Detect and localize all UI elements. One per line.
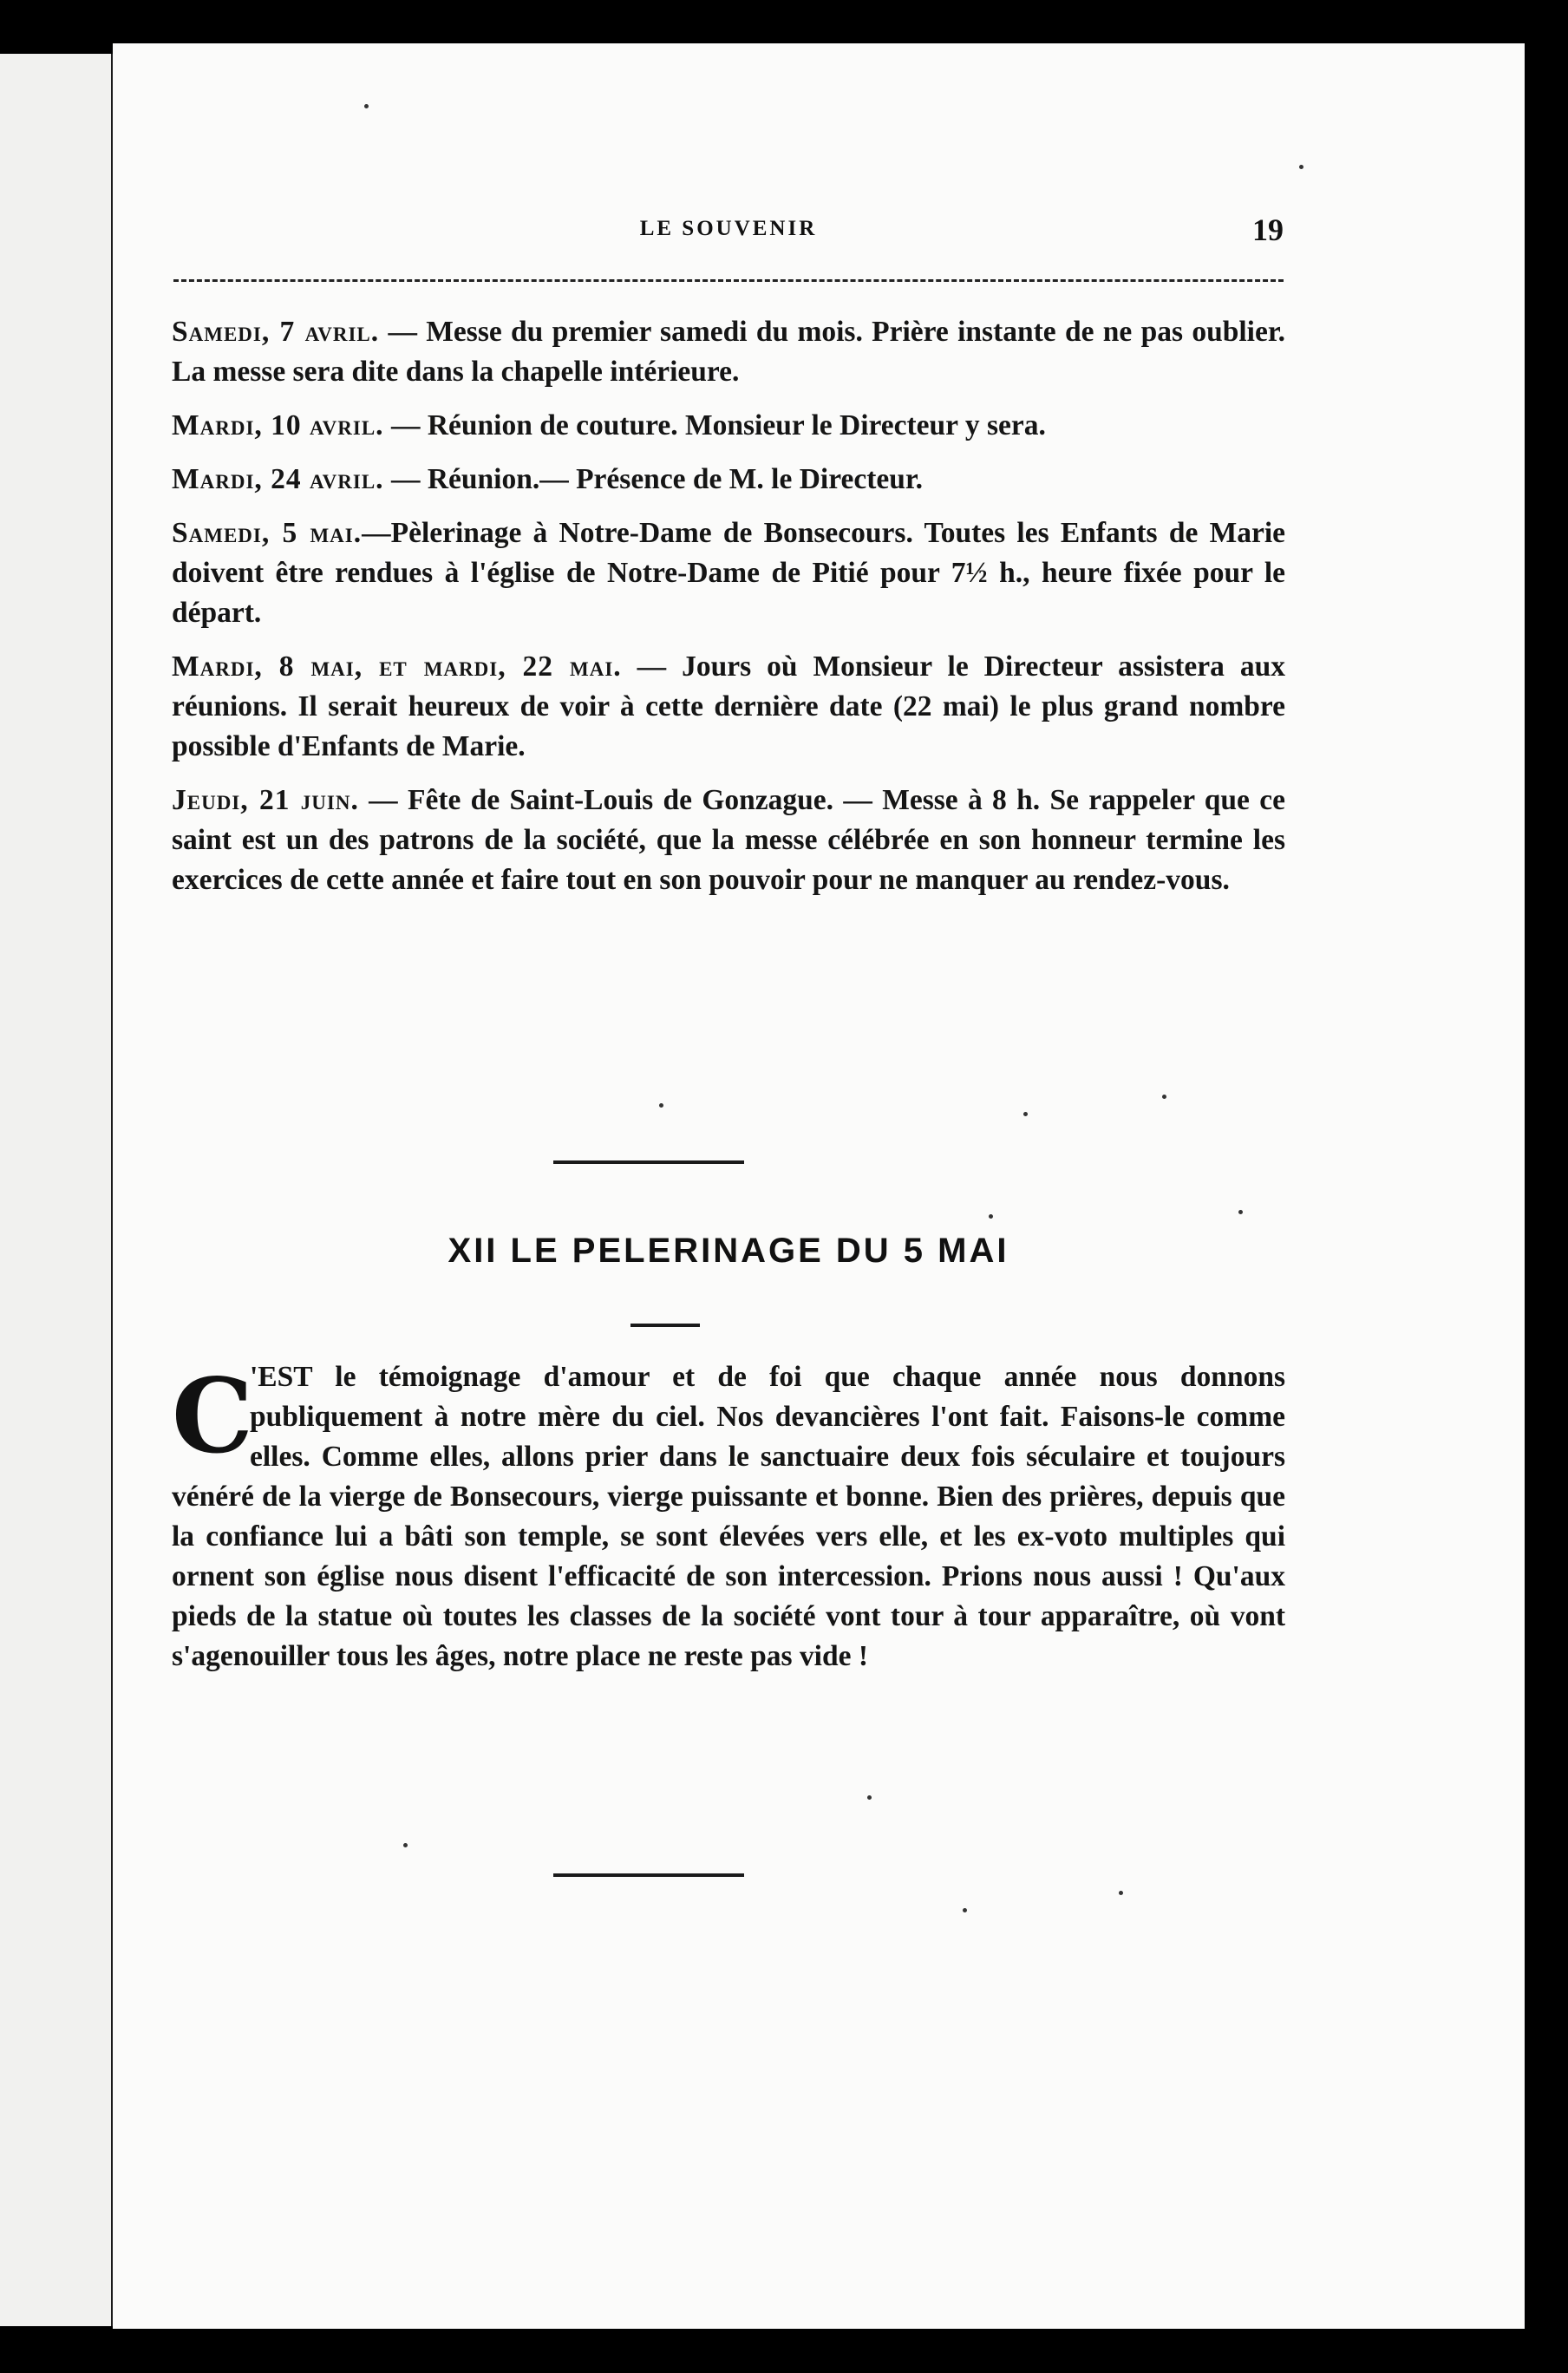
scan-speck — [1023, 1112, 1028, 1116]
scan-speck — [1162, 1095, 1166, 1099]
announcement-text: —Pèlerinage à Notre-Dame de Bonsecours. Toutes les Enfants de Marie doivent être rendues à l'église de Notre-Dame de Pitié pour 7½ h., heure fixée pour le départ. — [172, 517, 1286, 629]
scan-speck — [1119, 1891, 1123, 1895]
announcement-item — [172, 647, 1285, 767]
scan-speck — [403, 1843, 408, 1847]
announcement-date: Mardi, 24 avril. — [172, 463, 384, 495]
announcement-date: Mardi, 10 avril. — [172, 409, 384, 441]
section-title: XII LE PELERINAGE DU 5 MAI — [448, 1232, 1009, 1270]
announcement-text: — Fête de Saint-Louis de Gonzague. — Messe à 8 h. Se rappeler que ce saint est un des patrons de la société, que la messe célébrée en son honneur termine les exercices de cette année et faire tout en son pouvoir pour ne manquer au rendez-vous. — [172, 784, 1285, 896]
scan-speck — [1299, 165, 1303, 169]
scan-speck — [989, 1214, 993, 1219]
section-body-text: 'EST le témoignage d'amour et de foi que chaque année nous donnons publiquement à notre mère du ciel. Nos devancières l'ont fait. Faisons-le comme elles. Comme elles, allons prier dans le sanctuaire deux fois séculaire et toujours vénéré de la vierge de Bonsecours, vierge puissante et bonne. Bien des prières, depuis que la confiance lui a bâti son temple, se sont élevées vers elle, et les ex-voto multiples qui ornent son église nous disent l'efficacité de son intercession. Prions nous aussi ! Qu'aux pieds de la statue où toutes les classes de la société vont tour à tour apparaître, où vont s'agenouiller tous les âges, notre place ne reste pas vide ! — [172, 1361, 1285, 1672]
scan-speck — [1238, 1210, 1243, 1214]
announcement-text: — Réunion de couture. Monsieur le Directeur y sera. — [383, 409, 1046, 441]
running-head — [173, 212, 1284, 252]
scan-speck — [364, 104, 369, 108]
announcement-date: Samedi, 5 mai. — [172, 517, 363, 549]
announcement-date: Jeudi, 21 juin. — [172, 784, 359, 816]
title-rule — [630, 1324, 700, 1327]
announcements-list — [172, 312, 1285, 914]
announcement-text: — Réunion.— Présence de M. le Directeur. — [383, 463, 924, 495]
section-divider-top — [553, 1160, 744, 1164]
announcement-item — [172, 781, 1285, 900]
announcement-item — [172, 460, 1285, 500]
scan-speck — [963, 1908, 967, 1912]
scan-speck — [659, 1103, 663, 1108]
announcement-date: Samedi, 7 avril. — [172, 316, 380, 348]
running-title: LE SOUVENIR — [639, 217, 818, 240]
section-divider-bottom — [553, 1873, 744, 1877]
section-body — [172, 1357, 1285, 1677]
announcement-item — [172, 513, 1285, 633]
announcement-text: — Jours où Monsieur le Directeur assistera aux réunions. Il serait heureux de voir à cette dernière date (22 mai) le plus grand nombre possible d'Enfants de Marie. — [172, 650, 1285, 762]
adjacent-page-edge — [0, 54, 117, 2326]
announcement-date: Mardi, 8 mai, et mardi, 22 mai. — [172, 650, 622, 683]
announcement-item — [172, 312, 1285, 392]
header-rule — [173, 279, 1284, 282]
page-number: 19 — [1252, 212, 1284, 247]
announcement-item — [172, 406, 1285, 446]
drop-cap: C — [172, 1356, 253, 1476]
announcement-text: — Messe du premier samedi du mois. Prière instante de ne pas oublier. La messe sera dite dans la chapelle intérieure. — [172, 316, 1285, 388]
scan-speck — [867, 1795, 872, 1800]
